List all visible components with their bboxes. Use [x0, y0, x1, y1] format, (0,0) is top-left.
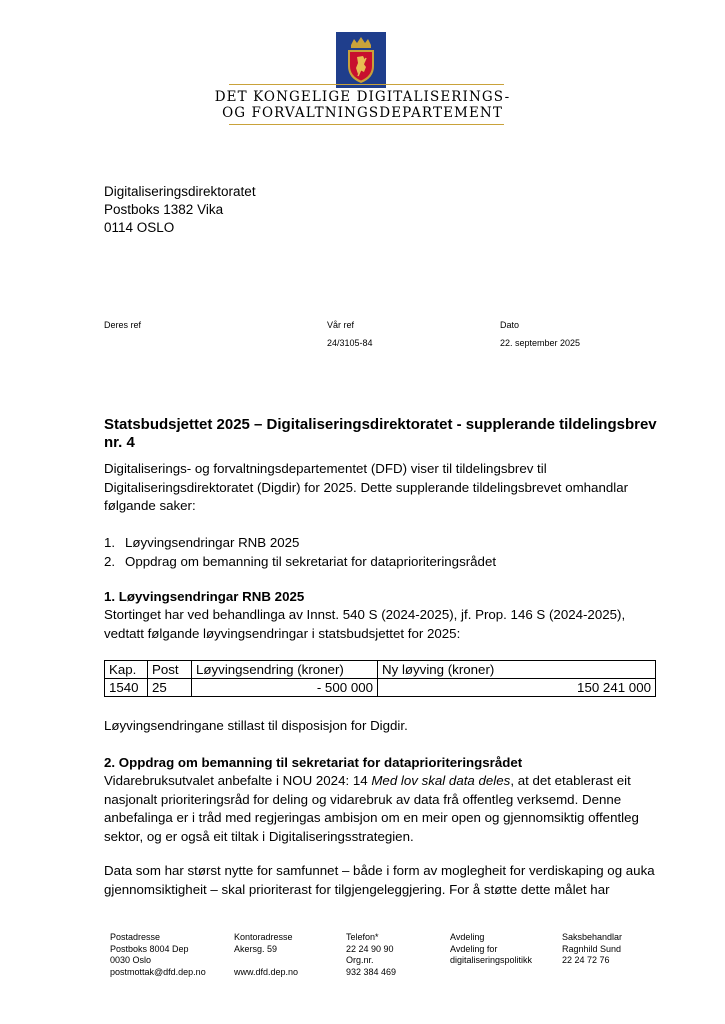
- footer-website[interactable]: www.dfd.dep.no: [234, 966, 299, 977]
- topic-list: [104, 534, 496, 571]
- table-cell: 150 241 000: [378, 679, 656, 697]
- footer-postadresse: Postadresse Postboks 8004 Dep 0030 Oslo postmottak@dfd.dep.no: [110, 932, 206, 977]
- header-rule-bottom: [229, 124, 504, 125]
- section2-text: Vidarebruksutvalet anbefalte i NOU 2024: 14 Med lov skal data deles, at det etablerast eit nasjonalt prioriteringsråd for deling og vidarebruk av data frå offentleg verksemd. Denne anbefalinga er i tråd med regjeringas ambisjon om en meir open og gjennomsiktig offentleg sektor, og er også eit tiltak i Digitaliseringsstrategien.: [104, 773, 639, 844]
- section2-text2: Data som har størst nytte for samfunnet – både i form av moglegheit for verdiskaping og auka gjennomsiktigheit – skal prioriterast for tilgjengeleggjering. For å støtte dette målet har: [104, 863, 655, 897]
- recipient-postbox: Postboks 1382 Vika: [104, 202, 224, 217]
- intro-paragraph: Digitaliserings- og forvaltningsdepartementet (DFD) viser til tildelingsbrev til Digitaliseringsdirektoratet (Digdir) for 2025. Dette supplerande tildelingsbrevet omhandlar følgande saker:: [104, 461, 629, 513]
- list-item: 2. Oppdrag om bemanning til sekretariat for dataprioriteringsrådet: [104, 553, 497, 569]
- table-header-row: [105, 661, 656, 679]
- table-cell: 25: [148, 679, 192, 697]
- footer-avdeling: Avdeling Avdeling for digitaliseringspolitikk: [450, 932, 533, 965]
- department-name-line2: OG FORVALTNINGSDEPARTEMENT: [222, 105, 503, 121]
- footer-email[interactable]: postmottak@dfd.dep.no: [110, 966, 206, 977]
- var-ref-value: 24/3105-84: [327, 338, 373, 348]
- recipient-postal: 0114 OSLO: [104, 220, 175, 235]
- var-ref-label: Vår ref: [327, 320, 355, 330]
- royal-crest-icon: [336, 32, 386, 88]
- dato-label: Dato: [500, 320, 520, 330]
- report-title: Med lov skal data deles: [371, 773, 511, 788]
- section1-heading: 1. Løyvingsendringar RNB 2025: [104, 589, 305, 604]
- table-header-cell: Kap.: [105, 661, 148, 679]
- section1-text: Stortinget har ved behandlinga av Innst. 540 S (2024-2025), jf. Prop. 146 S (2024-2025), vedtatt følgande løyvingsendringar i statsbudsjettet for 2025:: [104, 607, 626, 641]
- footer-saksbehandlar: Saksbehandlar Ragnhild Sund 22 24 72 76: [562, 932, 623, 965]
- section2-heading: 2. Oppdrag om bemanning til sekretariat for dataprioriteringsrådet: [104, 755, 523, 770]
- footer-kontoradresse: Kontoradresse Akersg. 59 www.dfd.dep.no: [234, 932, 299, 977]
- dato-value: 22. september 2025: [500, 338, 581, 348]
- after-table-text: Løyvingsendringane stillast til disposisjon for Digdir.: [104, 718, 408, 733]
- budget-table: [104, 660, 656, 697]
- table-header-cell: Løyvingsendring (kroner): [192, 661, 378, 679]
- table-row: [105, 679, 656, 697]
- recipient-address: [104, 183, 256, 237]
- recipient-name: Digitaliseringsdirektoratet: [104, 184, 256, 199]
- list-item: 1. Løyvingsendringar RNB 2025: [104, 535, 300, 550]
- table-cell: - 500 000: [192, 679, 378, 697]
- table-header-cell: Post: [148, 661, 192, 679]
- deres-ref-label: Deres ref: [104, 320, 142, 330]
- department-name-line1: DET KONGELIGE DIGITALISERINGS-: [214, 89, 511, 105]
- table-cell: 1540: [105, 679, 148, 697]
- footer-telefon: Telefon* 22 24 90 90 Org.nr. 932 384 469: [346, 932, 397, 977]
- header-rule-top: [229, 84, 504, 85]
- letter-title: Statsbudsjettet 2025 – Digitaliseringsdirektoratet - supplerande tildelingsbrev nr. 4: [104, 416, 657, 451]
- table-header-cell: Ny løyving (kroner): [378, 661, 656, 679]
